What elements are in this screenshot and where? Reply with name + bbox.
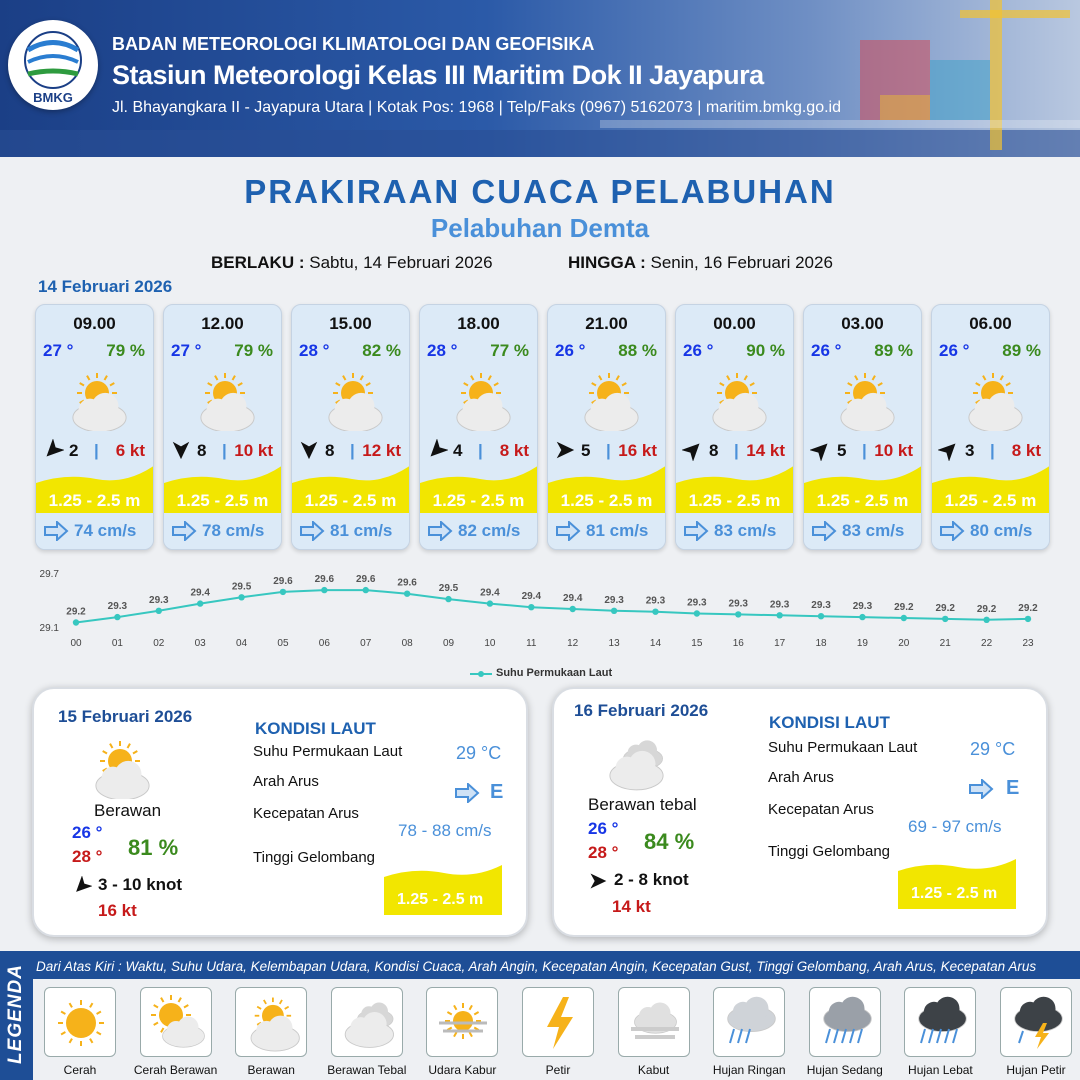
forecast-time: 09.00 (73, 314, 116, 333)
sst-value: 29 °C (970, 739, 1016, 759)
wind-separator: | (606, 441, 611, 460)
data-label: 29.3 (604, 594, 624, 606)
data-point (280, 589, 286, 595)
forecast-time: 21.00 (585, 314, 628, 333)
data-label: 29.2 (894, 602, 914, 613)
partly-cloudy-icon (191, 371, 257, 431)
data-label: 29.3 (149, 594, 169, 606)
forecast-card (163, 304, 282, 550)
data-label: 29.3 (811, 600, 831, 612)
wind-separator: | (478, 441, 483, 460)
gust-speed: 10 kt (234, 441, 273, 460)
agency-name: BADAN METEOROLOGI KLIMATOLOGI DAN GEOFISIKA (112, 34, 595, 54)
data-label: 29.2 (935, 602, 955, 614)
data-point (901, 615, 907, 621)
x-tick-label: 17 (774, 638, 786, 649)
data-label: 29.5 (231, 581, 252, 593)
overcast-icon (602, 733, 668, 793)
wind-speed: 8 (325, 441, 335, 460)
sea-condition-heading: KONDISI LAUT (769, 713, 890, 732)
forecast-time: 12.00 (201, 314, 244, 333)
sst-label: Suhu Permukaan Laut (253, 743, 403, 760)
data-point (942, 616, 948, 622)
wave-height: 1.25 - 2.5 m (560, 491, 653, 510)
validity-from-label: BERLAKU : (211, 253, 305, 272)
wave-height: 1.25 - 2.5 m (304, 491, 397, 510)
validity-to-value: Senin, 16 Februari 2026 (650, 253, 833, 272)
arrow-s-icon (298, 439, 320, 461)
data-point (859, 614, 865, 620)
validity-to-label: HINGGA : (568, 253, 646, 272)
forecast-time: 15.00 (329, 314, 372, 333)
arrow-ne-icon (682, 439, 704, 461)
air-temperature: 26 ° (811, 341, 842, 360)
validity-from-value: Sabtu, 14 Februari 2026 (309, 253, 493, 272)
wind-speed: 5 (837, 441, 847, 460)
wave-height-value: 1.25 - 2.5 m (397, 891, 484, 908)
forecast-time: 00.00 (713, 314, 756, 333)
x-tick-label: 08 (401, 638, 413, 649)
data-point (983, 617, 989, 623)
data-point (611, 608, 617, 614)
fog-icon (618, 987, 690, 1057)
wind-range: 2 - 8 knot (614, 870, 689, 889)
x-tick-label: 07 (360, 638, 372, 649)
legend-tab (0, 951, 32, 1080)
wave-height: 1.25 - 2.5 m (688, 491, 781, 510)
x-tick-label: 19 (856, 638, 868, 649)
humidity: 84 % (644, 829, 695, 854)
overcast-icon (331, 987, 403, 1057)
current-speed: 78 cm/s (202, 521, 265, 540)
arrow-ne-icon (810, 439, 832, 461)
current-speed-label: Kecepatan Arus (768, 801, 874, 818)
humidity: 81 % (128, 835, 179, 860)
validity-to (568, 253, 833, 273)
humidity: 89 % (1002, 341, 1041, 360)
gust-speed: 12 kt (362, 441, 401, 460)
current-direction-icon (43, 521, 69, 541)
forecast-time: 18.00 (457, 314, 500, 333)
data-label: 29.4 (480, 587, 500, 599)
bmkg-logo (8, 20, 98, 110)
legend-item-label: Hujan Petir (1006, 1063, 1066, 1077)
x-tick-label: 14 (649, 638, 662, 649)
wave-height: 1.25 - 2.5 m (176, 491, 269, 510)
wind-speed: 8 (709, 441, 719, 460)
data-point (735, 611, 741, 617)
heavy-rain-icon (904, 987, 976, 1057)
current-direction-icon (811, 521, 837, 541)
x-tick-label: 22 (981, 638, 993, 649)
thunderstorm-icon (1000, 987, 1072, 1057)
legend-item-label: Cerah (63, 1063, 97, 1077)
legend-description: Dari Atas Kiri : Waktu, Suhu Udara, Kelembapan Udara, Kondisi Cuaca, Arah Angin, Kecepatan Angin, Kecepatan Gust, Tinggi Gelombang, Arah Arus, Kecepatan Arus (36, 959, 1037, 974)
legend-item-label: Berawan Tebal (327, 1063, 407, 1077)
current-direction-value: E (1006, 777, 1020, 799)
current-speed-value: 78 - 88 cm/s (398, 821, 492, 840)
gust-speed: 10 kt (874, 441, 913, 460)
legend-item-label: Kabut (637, 1063, 670, 1077)
forecast-time: 03.00 (841, 314, 884, 333)
partly-cloudy-icon (959, 371, 1025, 431)
current-speed: 83 cm/s (714, 521, 777, 540)
gust-speed: 14 kt (612, 897, 651, 916)
current-speed: 81 cm/s (330, 521, 393, 540)
sst-value: 29 °C (456, 743, 502, 763)
header-banner (0, 0, 1080, 157)
x-tick-label: 00 (70, 638, 82, 649)
air-temperature: 28 ° (427, 341, 458, 360)
x-tick-label: 02 (153, 638, 165, 649)
forecast-card (803, 304, 922, 550)
wind-separator: | (94, 441, 99, 460)
wind-speed: 5 (581, 441, 591, 460)
legend-line-marker (470, 669, 492, 677)
day-panel (32, 687, 528, 937)
sst-label: Suhu Permukaan Laut (768, 739, 918, 756)
current-speed-value: 69 - 97 cm/s (908, 817, 1002, 836)
wave-height-value: 1.25 - 2.5 m (911, 885, 998, 902)
data-label: 29.3 (645, 595, 666, 607)
partly-cloudy-icon (319, 371, 385, 431)
data-point (776, 612, 782, 618)
legend-item-label: Cerah Berawan (133, 1063, 218, 1077)
logo-text: BMKG (33, 90, 73, 105)
day-date: 15 Februari 2026 (58, 707, 193, 726)
page-title: PRAKIRAAN CUACA PELABUHAN (244, 173, 836, 210)
wind-speed: 8 (197, 441, 207, 460)
sun-cloud-icon (140, 987, 212, 1057)
x-tick-label: 11 (526, 638, 537, 649)
arrow-s-icon (170, 439, 192, 461)
partly-cloudy-icon (63, 371, 129, 431)
data-label: 29.3 (728, 598, 748, 610)
data-label: 29.6 (273, 575, 293, 587)
air-temperature: 28 ° (299, 341, 330, 360)
air-temperature: 26 ° (555, 341, 586, 360)
temp-min: 26 ° (72, 823, 103, 842)
current-direction-label: Arah Arus (253, 773, 319, 790)
humidity: 79 % (234, 341, 273, 360)
data-label: 29.2 (976, 603, 997, 615)
arrow-sw-icon (426, 439, 448, 461)
x-tick-label: 10 (484, 638, 496, 649)
station-name: Stasiun Meteorologi Kelas III Maritim Dok II Jayapura (112, 60, 764, 90)
chart-legend-label: Suhu Permukaan Laut (496, 667, 613, 679)
x-tick-label: 06 (318, 638, 330, 649)
wave-height: 1.25 - 2.5 m (48, 491, 141, 510)
sun-icon (44, 987, 116, 1057)
humidity: 90 % (746, 341, 785, 360)
chart-legend (470, 667, 612, 679)
data-point (321, 587, 327, 593)
x-tick-label: 20 (898, 638, 910, 649)
data-point (528, 604, 534, 610)
gust-speed: 16 kt (618, 441, 657, 460)
arrow-sw-icon (72, 876, 92, 896)
gust-speed: 6 kt (115, 441, 145, 460)
x-tick-label: 09 (442, 638, 455, 649)
partly-cloudy-icon (703, 371, 769, 431)
wind-speed: 4 (453, 441, 463, 460)
data-point (114, 614, 120, 620)
current-direction-label: Arah Arus (768, 769, 834, 786)
data-label: 29.6 (397, 577, 417, 589)
forecast-card (547, 304, 666, 550)
current-direction-icon (427, 521, 453, 541)
data-point (363, 587, 369, 593)
arrow-ne-icon (938, 439, 960, 461)
data-label: 29.6 (314, 574, 335, 586)
x-tick-label: 03 (194, 638, 206, 649)
temp-max: 28 ° (72, 847, 103, 866)
humidity: 77 % (490, 341, 529, 360)
partly-cloudy-icon (86, 739, 152, 799)
x-tick-label: 15 (691, 638, 703, 649)
data-point (73, 619, 79, 625)
wind-separator: | (862, 441, 867, 460)
current-direction-icon (968, 779, 994, 804)
forecast-card (35, 304, 154, 550)
data-point (487, 600, 493, 606)
current-speed: 80 cm/s (970, 521, 1033, 540)
gust-speed: 8 kt (499, 441, 529, 460)
current-direction-icon (939, 521, 965, 541)
light-rain-icon (713, 987, 785, 1057)
wave-height: 1.25 - 2.5 m (816, 491, 909, 510)
current-speed: 74 cm/s (74, 521, 137, 540)
day-date: 16 Februari 2026 (574, 701, 709, 720)
humidity: 82 % (362, 341, 401, 360)
data-label: 29.2 (66, 606, 86, 618)
humidity: 88 % (618, 341, 657, 360)
current-speed: 81 cm/s (586, 521, 649, 540)
x-tick-label: 21 (939, 638, 951, 649)
data-point (404, 591, 410, 597)
data-point (445, 596, 451, 602)
x-tick-label: 13 (608, 638, 620, 649)
lightning-icon (522, 987, 594, 1057)
data-label: 29.4 (521, 591, 542, 603)
data-point (694, 610, 700, 616)
legend-item-label: Petir (545, 1063, 571, 1077)
legend-item-label: Berawan (247, 1063, 295, 1077)
legend-tab-label: LEGENDA (5, 964, 26, 1064)
data-label: 29.3 (687, 597, 707, 609)
data-point (197, 600, 203, 606)
sea-condition-heading: KONDISI LAUT (255, 719, 376, 738)
wind-separator: | (222, 441, 227, 460)
legend-item-label: Hujan Lebat (908, 1063, 973, 1077)
data-label: 29.4 (190, 587, 210, 599)
current-direction-icon (171, 521, 197, 541)
validity-from (211, 253, 493, 273)
day1-date: 14 Februari 2026 (38, 277, 173, 296)
data-point (818, 613, 824, 619)
wind-speed: 3 (965, 441, 975, 460)
data-label: 29.3 (769, 599, 790, 611)
arrow-e-icon (554, 439, 576, 461)
x-tick-label: 05 (277, 638, 289, 649)
day-panel (552, 687, 1048, 937)
legend-item-label: Hujan Sedang (806, 1063, 883, 1077)
current-speed: 82 cm/s (458, 521, 521, 540)
forecast-card (931, 304, 1050, 550)
air-temperature: 26 ° (683, 341, 714, 360)
forecast-card (291, 304, 410, 550)
y-tick-label: 29.1 (39, 623, 59, 634)
wind-speed: 2 (69, 441, 79, 460)
haze-icon (426, 987, 498, 1057)
weather-condition: Berawan tebal (588, 795, 697, 814)
x-tick-label: 18 (815, 638, 827, 649)
data-label: 29.3 (107, 601, 128, 613)
arrow-sw-icon (42, 439, 64, 461)
temp-min: 26 ° (588, 819, 619, 838)
data-label: 29.3 (852, 601, 873, 613)
data-point (652, 609, 658, 615)
current-direction-icon (683, 521, 709, 541)
wave-height-label: Tinggi Gelombang (768, 843, 891, 860)
current-speed: 83 cm/s (842, 521, 905, 540)
data-label: 29.2 (1018, 602, 1038, 614)
data-label: 29.4 (562, 593, 583, 604)
wind-range: 3 - 10 knot (98, 875, 183, 894)
wave-height-label: Tinggi Gelombang (253, 849, 376, 866)
humidity: 79 % (106, 341, 145, 360)
partly-cloudy-icon (575, 371, 641, 431)
data-point (1025, 616, 1031, 622)
x-tick-label: 23 (1022, 638, 1034, 649)
x-tick-label: 12 (567, 638, 579, 649)
current-direction-icon (299, 521, 325, 541)
air-temperature: 27 ° (43, 341, 74, 360)
current-direction-value: E (490, 781, 504, 803)
data-label: 29.6 (356, 574, 376, 586)
gust-speed: 8 kt (1011, 441, 1041, 460)
forecast-card (419, 304, 538, 550)
current-direction-icon (555, 521, 581, 541)
partly-cloudy-icon (447, 371, 513, 431)
air-temperature: 27 ° (171, 341, 202, 360)
wave-height: 1.25 - 2.5 m (944, 491, 1037, 510)
wind-separator: | (990, 441, 995, 460)
arrow-e-icon (588, 871, 608, 891)
current-speed-label: Kecepatan Arus (253, 805, 359, 822)
wind-separator: | (734, 441, 739, 460)
x-tick-label: 04 (236, 638, 248, 649)
wind-separator: | (350, 441, 355, 460)
air-temperature: 26 ° (939, 341, 970, 360)
data-point (238, 594, 244, 600)
gust-speed: 14 kt (746, 441, 785, 460)
legend-item-label: Udara Kabur (428, 1063, 497, 1077)
forecast-time: 06.00 (969, 314, 1012, 333)
humidity: 89 % (874, 341, 913, 360)
data-label: 29.5 (438, 583, 459, 595)
temp-max: 28 ° (588, 843, 619, 862)
partly-cloudy-icon (831, 371, 897, 431)
x-tick-label: 01 (111, 638, 123, 649)
station-address: Jl. Bhayangkara II - Jayapura Utara | Kotak Pos: 1968 | Telp/Faks (0967) 5162073 | maritim.bmkg.go.id (112, 99, 841, 116)
data-point (156, 608, 162, 614)
port-name: Pelabuhan Demta (430, 213, 650, 243)
x-tick-label: 16 (732, 638, 744, 649)
weather-condition: Berawan (94, 801, 162, 820)
gust-speed: 16 kt (98, 901, 137, 920)
data-point (569, 606, 575, 612)
wave-height: 1.25 - 2.5 m (432, 491, 525, 510)
current-direction-icon (454, 783, 480, 808)
y-tick-label: 29.7 (39, 569, 59, 580)
forecast-card (675, 304, 794, 550)
legend-item-label: Hujan Ringan (712, 1063, 786, 1077)
partly-cloudy-icon (235, 987, 307, 1057)
moderate-rain-icon (809, 987, 881, 1057)
